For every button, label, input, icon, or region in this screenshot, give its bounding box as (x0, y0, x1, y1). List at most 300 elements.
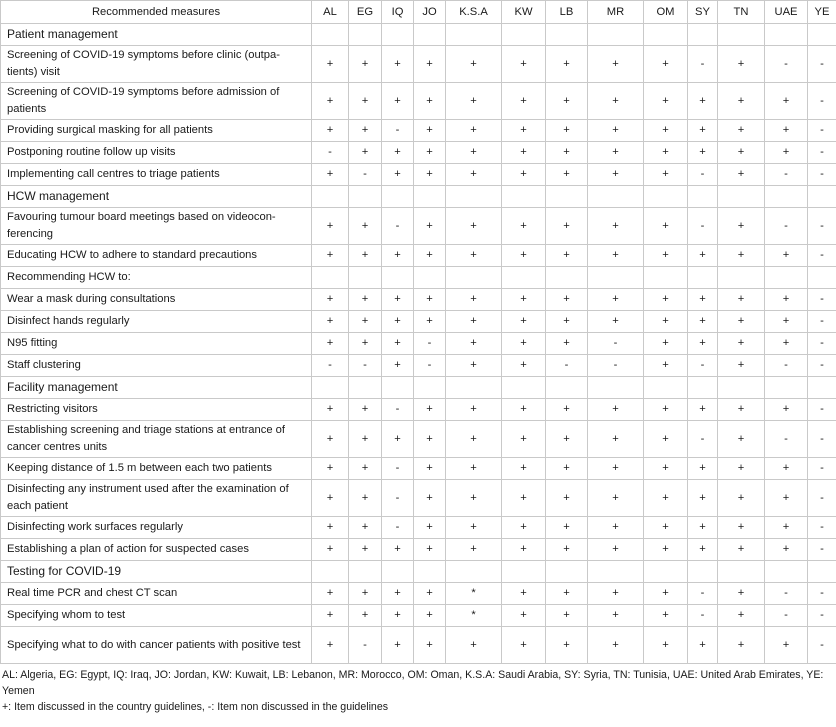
value-cell: + (718, 208, 765, 245)
value-cell: - (349, 355, 382, 377)
value-cell: - (588, 355, 644, 377)
empty-cell (718, 561, 765, 583)
value-cell: + (446, 120, 502, 142)
value-cell: - (546, 355, 588, 377)
value-cell: + (312, 517, 349, 539)
measure-label: Establishing screening and triage stations at entrance of cancer centres units (1, 421, 312, 458)
value-cell: + (349, 605, 382, 627)
value-cell: + (312, 333, 349, 355)
empty-cell (588, 561, 644, 583)
value-cell: + (546, 83, 588, 120)
value-cell: + (546, 208, 588, 245)
empty-cell (502, 186, 546, 208)
value-cell: + (502, 539, 546, 561)
value-cell: + (688, 311, 718, 333)
value-cell: + (765, 142, 808, 164)
value-cell: - (382, 458, 414, 480)
measure-label: Wear a mask during consultations (1, 289, 312, 311)
value-cell: + (349, 583, 382, 605)
value-cell: + (588, 480, 644, 517)
empty-cell (312, 24, 349, 46)
value-cell: - (808, 46, 836, 83)
empty-cell (502, 24, 546, 46)
empty-cell (446, 24, 502, 46)
empty-cell (644, 561, 688, 583)
value-cell: - (765, 46, 808, 83)
value-cell: + (688, 399, 718, 421)
measure-label: Screening of COVID-19 symptoms before admission of patients (1, 83, 312, 120)
value-cell (546, 267, 588, 289)
value-cell: + (382, 421, 414, 458)
value-cell: + (546, 120, 588, 142)
value-cell: + (312, 83, 349, 120)
value-cell: - (312, 355, 349, 377)
value-cell: + (414, 480, 446, 517)
value-cell: + (349, 480, 382, 517)
measure-label: Specifying whom to test (1, 605, 312, 627)
table-row (1, 245, 836, 267)
value-cell: + (349, 311, 382, 333)
header-row (1, 1, 836, 24)
value-cell: + (414, 605, 446, 627)
value-cell: + (765, 399, 808, 421)
empty-cell (446, 561, 502, 583)
country-header: LB (546, 1, 588, 24)
value-cell: + (688, 539, 718, 561)
value-cell: + (588, 421, 644, 458)
value-cell: + (765, 311, 808, 333)
value-cell: + (446, 399, 502, 421)
value-cell: + (546, 627, 588, 664)
value-cell: + (312, 120, 349, 142)
value-cell: + (382, 539, 414, 561)
empty-cell (446, 377, 502, 399)
value-cell: + (588, 311, 644, 333)
value-cell: + (414, 539, 446, 561)
value-cell: + (382, 83, 414, 120)
value-cell: + (588, 83, 644, 120)
value-cell: + (718, 142, 765, 164)
value-cell: * (446, 583, 502, 605)
value-cell: + (765, 245, 808, 267)
value-cell: + (349, 289, 382, 311)
value-cell (312, 267, 349, 289)
empty-cell (349, 186, 382, 208)
empty-cell (446, 186, 502, 208)
value-cell: - (765, 208, 808, 245)
value-cell: + (382, 311, 414, 333)
value-cell: + (588, 458, 644, 480)
value-cell: - (382, 517, 414, 539)
value-cell: + (718, 46, 765, 83)
value-cell: - (808, 164, 836, 186)
value-cell: + (349, 208, 382, 245)
empty-cell (808, 377, 836, 399)
measure-label: Postponing routine follow up visits (1, 142, 312, 164)
table-row (1, 83, 836, 120)
empty-cell (546, 24, 588, 46)
value-cell: - (688, 164, 718, 186)
value-cell (644, 267, 688, 289)
empty-cell (808, 561, 836, 583)
value-cell: + (718, 399, 765, 421)
value-cell: + (588, 399, 644, 421)
value-cell: + (502, 208, 546, 245)
measure-label: Screening of COVID-19 symptoms before clinic (outpa-tients) visit (1, 46, 312, 83)
value-cell: + (312, 46, 349, 83)
country-header: UAE (765, 1, 808, 24)
empty-cell (349, 561, 382, 583)
value-cell: - (382, 480, 414, 517)
value-cell: + (546, 458, 588, 480)
empty-cell (688, 377, 718, 399)
value-cell: + (502, 289, 546, 311)
value-cell: - (808, 289, 836, 311)
value-cell: + (502, 333, 546, 355)
table-row (1, 517, 836, 539)
value-cell: + (644, 627, 688, 664)
value-cell: + (382, 164, 414, 186)
empty-cell (312, 561, 349, 583)
value-cell: + (718, 289, 765, 311)
value-cell (446, 267, 502, 289)
value-cell: - (688, 421, 718, 458)
table-row (1, 458, 836, 480)
value-cell: + (718, 120, 765, 142)
value-cell: + (718, 605, 765, 627)
value-cell: - (349, 627, 382, 664)
measure-label: Disinfect hands regularly (1, 311, 312, 333)
country-header: K.S.A (446, 1, 502, 24)
table-row (1, 605, 836, 627)
empty-cell (718, 24, 765, 46)
value-cell: + (718, 245, 765, 267)
value-cell: + (446, 83, 502, 120)
value-cell: + (382, 46, 414, 83)
value-cell: + (502, 517, 546, 539)
measure-label: Educating HCW to adhere to standard precautions (1, 245, 312, 267)
value-cell: + (446, 208, 502, 245)
empty-cell (718, 377, 765, 399)
value-cell: + (312, 605, 349, 627)
empty-cell (588, 186, 644, 208)
empty-cell (414, 561, 446, 583)
value-cell: + (765, 517, 808, 539)
value-cell: - (808, 517, 836, 539)
section-title: Patient management (1, 24, 312, 46)
value-cell: + (446, 245, 502, 267)
value-cell: + (688, 627, 718, 664)
value-cell: + (414, 458, 446, 480)
value-cell: - (588, 333, 644, 355)
value-cell: + (718, 355, 765, 377)
value-cell: + (644, 83, 688, 120)
table-row (1, 583, 836, 605)
table-row (1, 289, 836, 311)
empty-cell (765, 24, 808, 46)
empty-cell (546, 186, 588, 208)
empty-cell (765, 561, 808, 583)
value-cell: + (382, 605, 414, 627)
value-cell: + (349, 245, 382, 267)
measure-label: Keeping distance of 1.5 m between each two patients (1, 458, 312, 480)
section-header-row (1, 24, 836, 46)
empty-cell (349, 377, 382, 399)
value-cell: + (414, 289, 446, 311)
value-cell: + (502, 164, 546, 186)
table-row (1, 333, 836, 355)
country-header: TN (718, 1, 765, 24)
table-row (1, 120, 836, 142)
empty-cell (588, 24, 644, 46)
measure-label: N95 fitting (1, 333, 312, 355)
table-row (1, 539, 836, 561)
value-cell: + (502, 120, 546, 142)
value-cell: + (718, 333, 765, 355)
value-cell: + (588, 517, 644, 539)
legend-footnote: +: Item discussed in the country guidelines, -: Item non discussed in the guidelines (2, 701, 389, 713)
value-cell: + (644, 421, 688, 458)
value-cell: + (414, 583, 446, 605)
value-cell: + (312, 245, 349, 267)
table-row (1, 421, 836, 458)
value-cell (382, 267, 414, 289)
empty-cell (644, 24, 688, 46)
value-cell: + (446, 517, 502, 539)
table-row (1, 164, 836, 186)
value-cell: + (718, 83, 765, 120)
value-cell: + (312, 480, 349, 517)
value-cell: + (765, 120, 808, 142)
value-cell: + (502, 399, 546, 421)
value-cell: + (546, 421, 588, 458)
empty-cell (502, 377, 546, 399)
value-cell: + (644, 120, 688, 142)
value-cell: + (446, 46, 502, 83)
value-cell: - (382, 399, 414, 421)
value-cell: + (382, 245, 414, 267)
value-cell: + (588, 46, 644, 83)
value-cell (414, 267, 446, 289)
table-row (1, 627, 836, 664)
value-cell: + (446, 539, 502, 561)
value-cell: + (644, 480, 688, 517)
value-cell: + (688, 289, 718, 311)
value-cell: * (446, 605, 502, 627)
value-cell: - (688, 605, 718, 627)
table-row (1, 142, 836, 164)
measure-label: Providing surgical masking for all patients (1, 120, 312, 142)
value-cell: + (718, 583, 765, 605)
value-cell: + (588, 142, 644, 164)
value-cell: + (446, 421, 502, 458)
value-cell: + (644, 311, 688, 333)
value-cell: + (644, 289, 688, 311)
value-cell: + (546, 311, 588, 333)
value-cell: + (718, 517, 765, 539)
country-header: SY (688, 1, 718, 24)
value-cell: + (414, 208, 446, 245)
value-cell: - (808, 120, 836, 142)
value-cell: + (546, 480, 588, 517)
value-cell: + (644, 605, 688, 627)
value-cell: - (808, 311, 836, 333)
value-cell: - (808, 333, 836, 355)
value-cell: + (644, 458, 688, 480)
empty-cell (588, 377, 644, 399)
value-cell: + (349, 120, 382, 142)
value-cell: + (546, 245, 588, 267)
value-cell: - (808, 399, 836, 421)
abbreviations-footnote: AL: Algeria, EG: Egypt, IQ: Iraq, JO: Jordan, KW: Kuwait, LB: Lebanon, MR: Morocco, OM: Oman, K.S.A: Saudi Arabia, SY: Syria, TN: Tunisia, UAE: United Arab Emirates, YE: Yemen (2, 669, 824, 697)
value-cell: - (765, 355, 808, 377)
value-cell: - (688, 46, 718, 83)
section-header-row (1, 561, 836, 583)
value-cell: + (765, 333, 808, 355)
value-cell: + (446, 333, 502, 355)
value-cell: + (414, 311, 446, 333)
section-title: HCW management (1, 186, 312, 208)
value-cell: + (414, 83, 446, 120)
value-cell: + (502, 311, 546, 333)
value-cell: + (688, 245, 718, 267)
table-row (1, 399, 836, 421)
empty-cell (688, 186, 718, 208)
value-cell: - (808, 539, 836, 561)
value-cell: + (349, 142, 382, 164)
footnotes (0, 664, 836, 715)
value-cell: - (808, 605, 836, 627)
value-cell: + (414, 517, 446, 539)
value-cell: + (414, 120, 446, 142)
value-cell: + (502, 480, 546, 517)
value-cell: + (688, 517, 718, 539)
value-cell: + (502, 46, 546, 83)
value-cell: + (644, 333, 688, 355)
value-cell: + (349, 46, 382, 83)
empty-cell (808, 24, 836, 46)
value-cell: + (446, 480, 502, 517)
value-cell: - (765, 605, 808, 627)
value-cell: + (414, 142, 446, 164)
empty-cell (808, 186, 836, 208)
value-cell: - (312, 142, 349, 164)
value-cell: - (765, 583, 808, 605)
value-cell: + (349, 333, 382, 355)
value-cell: - (808, 142, 836, 164)
table-row (1, 480, 836, 517)
empty-cell (414, 24, 446, 46)
country-header: IQ (382, 1, 414, 24)
value-cell: + (502, 245, 546, 267)
value-cell: + (414, 245, 446, 267)
value-cell: + (414, 627, 446, 664)
value-cell: + (312, 311, 349, 333)
value-cell: + (312, 208, 349, 245)
table-body (1, 24, 836, 664)
empty-cell (644, 186, 688, 208)
value-cell: + (546, 539, 588, 561)
value-cell: + (644, 539, 688, 561)
value-cell: + (414, 399, 446, 421)
value-cell: + (502, 83, 546, 120)
value-cell: + (588, 583, 644, 605)
value-cell: + (312, 421, 349, 458)
value-cell: + (688, 120, 718, 142)
value-cell: + (382, 583, 414, 605)
value-cell: + (688, 333, 718, 355)
value-cell: + (502, 142, 546, 164)
section-header-row (1, 186, 836, 208)
empty-cell (382, 561, 414, 583)
value-cell: + (765, 539, 808, 561)
table-row (1, 311, 836, 333)
measure-label: Specifying what to do with cancer patients with positive test (1, 627, 312, 664)
empty-cell (382, 377, 414, 399)
value-cell: + (446, 142, 502, 164)
value-cell: - (414, 333, 446, 355)
value-cell: + (765, 458, 808, 480)
value-cell (718, 267, 765, 289)
empty-cell (765, 186, 808, 208)
value-cell: + (644, 245, 688, 267)
value-cell: - (808, 245, 836, 267)
value-cell: + (765, 480, 808, 517)
value-cell: + (414, 421, 446, 458)
empty-cell (382, 186, 414, 208)
value-cell: + (765, 83, 808, 120)
value-cell: + (718, 627, 765, 664)
value-cell: + (446, 627, 502, 664)
value-cell: + (588, 289, 644, 311)
table-row (1, 208, 836, 245)
value-cell: + (446, 311, 502, 333)
measure-label: Restricting visitors (1, 399, 312, 421)
value-cell: + (588, 539, 644, 561)
value-cell: + (546, 46, 588, 83)
country-header: MR (588, 1, 644, 24)
value-cell: + (588, 164, 644, 186)
value-cell: + (502, 355, 546, 377)
value-cell: + (414, 164, 446, 186)
table-row (1, 267, 836, 289)
value-cell (808, 267, 836, 289)
value-cell: + (502, 583, 546, 605)
measure-label: Staff clustering (1, 355, 312, 377)
value-cell: + (349, 399, 382, 421)
value-cell: + (718, 164, 765, 186)
value-cell: + (718, 480, 765, 517)
value-cell: + (502, 605, 546, 627)
value-cell: + (765, 627, 808, 664)
value-cell: + (588, 208, 644, 245)
value-cell: - (808, 208, 836, 245)
value-cell: + (349, 83, 382, 120)
value-cell: + (546, 583, 588, 605)
value-cell: + (446, 289, 502, 311)
value-cell: + (644, 142, 688, 164)
value-cell: + (588, 120, 644, 142)
country-header: KW (502, 1, 546, 24)
value-cell: + (446, 355, 502, 377)
value-cell (588, 267, 644, 289)
value-cell: - (808, 480, 836, 517)
empty-cell (688, 561, 718, 583)
section-header-row (1, 377, 836, 399)
value-cell: - (349, 164, 382, 186)
value-cell: + (718, 311, 765, 333)
measure-label: Real time PCR and chest CT scan (1, 583, 312, 605)
